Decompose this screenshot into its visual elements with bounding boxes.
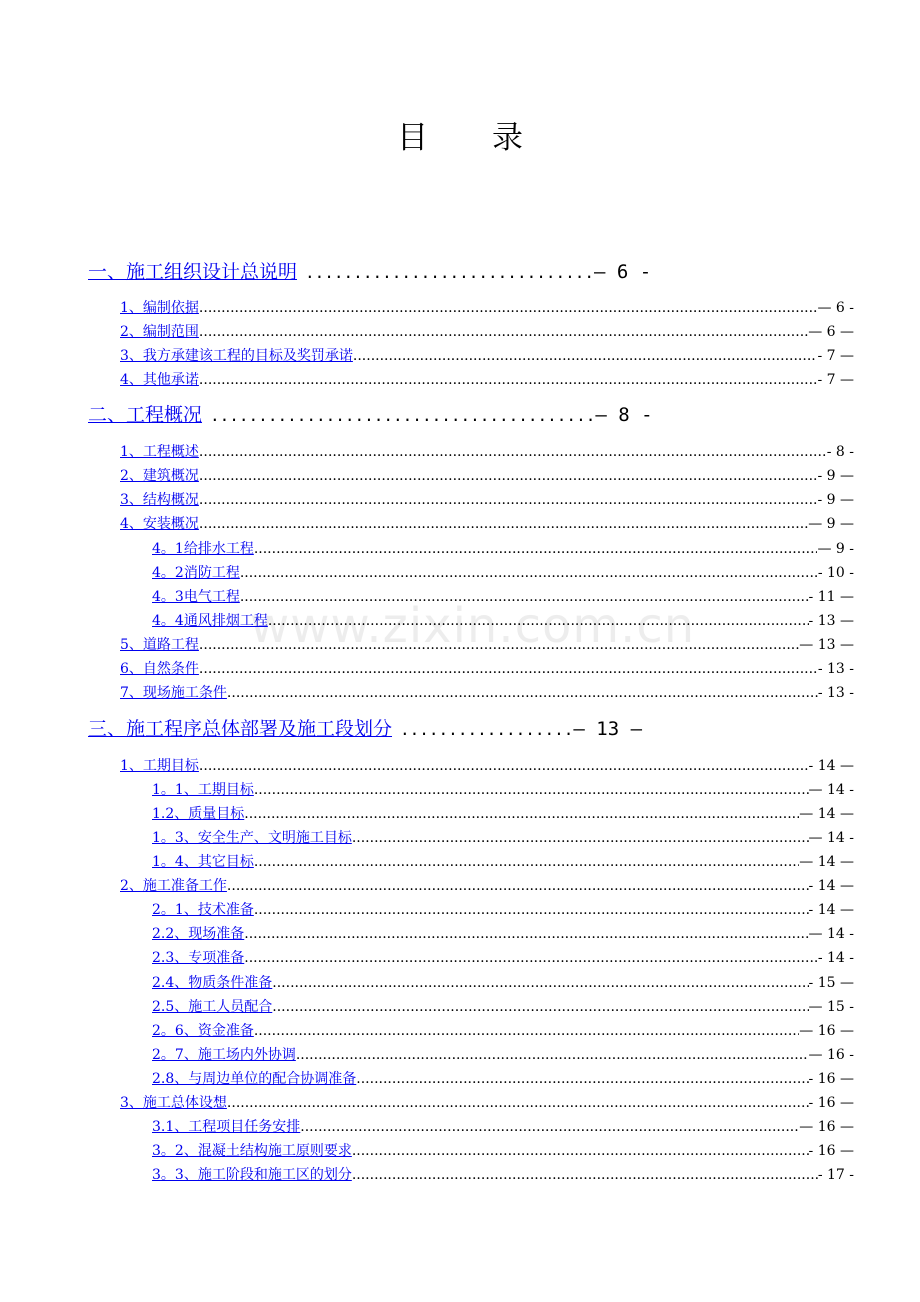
toc-entry-link[interactable]: 4。2消防工程 <box>152 565 240 581</box>
toc-entry-link[interactable]: 1。1、工期目标 <box>152 782 254 798</box>
toc-leader-dots <box>353 348 818 364</box>
toc-entry-link[interactable]: 2。1、技术准备 <box>152 902 254 918</box>
toc-page-number: - 13 - <box>817 685 854 701</box>
toc-entry-link[interactable]: 3、结构概况 <box>120 492 199 508</box>
toc-page-number: — 14 — <box>799 806 854 822</box>
toc-entry[interactable] <box>120 441 854 461</box>
toc-entry[interactable] <box>152 947 854 967</box>
toc-entry-link[interactable]: 2。7、施工场内外协调 <box>152 1047 296 1063</box>
toc-leader-dots <box>300 1119 799 1135</box>
toc-page-number: — 16 — <box>799 1119 854 1135</box>
toc-leader-dots <box>254 854 799 870</box>
title-char-left: 目 <box>397 120 428 156</box>
toc-leader-dots <box>199 444 827 460</box>
toc-entry[interactable] <box>120 513 854 533</box>
toc-leader-dots <box>296 1047 809 1063</box>
toc-section-heading[interactable] <box>88 714 642 741</box>
toc-leader-dots <box>227 878 809 894</box>
toc-entry[interactable] <box>120 321 854 341</box>
toc-entry[interactable] <box>120 369 854 389</box>
toc-leader-dots <box>199 468 818 484</box>
toc-entry-link[interactable]: 4。3电气工程 <box>152 589 240 605</box>
toc-page-number: — 16 - <box>808 1047 854 1063</box>
toc-leader-dots <box>272 999 808 1015</box>
toc-entry[interactable] <box>152 827 854 847</box>
toc-page-number: - 16 — <box>808 1143 854 1159</box>
toc-page-number: - 9 — <box>817 468 854 484</box>
toc-entry[interactable] <box>152 803 854 823</box>
page-title <box>0 112 920 157</box>
toc-section-heading[interactable] <box>88 400 653 427</box>
toc-page-number: — 15 - <box>808 999 854 1015</box>
toc-entry-link[interactable]: 3、我方承建该工程的目标及奖罚承诺 <box>120 348 353 364</box>
toc-entry[interactable] <box>152 1044 854 1064</box>
toc-leader-dots <box>240 565 818 581</box>
toc-leader-dots <box>254 782 809 798</box>
toc-entry-link[interactable]: 2、建筑概况 <box>120 468 199 484</box>
toc-leader-dots <box>199 758 809 774</box>
toc-entry[interactable] <box>120 1092 854 1112</box>
toc-leader-dots <box>244 926 808 942</box>
toc-entry-link[interactable]: 1。3、安全生产、文明施工目标 <box>152 830 352 846</box>
toc-page-number: - 14 — <box>808 878 854 894</box>
toc-entry-link[interactable]: 4、其他承诺 <box>120 372 199 388</box>
toc-entry-link[interactable]: 3.1、工程项目任务安排 <box>152 1119 301 1135</box>
toc-leader-dots <box>199 492 818 508</box>
toc-entry[interactable] <box>152 586 854 606</box>
toc-entry-link[interactable]: 1、工期目标 <box>120 758 199 774</box>
toc-page-number: - 15 — <box>808 975 854 991</box>
toc-entry-link[interactable]: 2。6、资金准备 <box>152 1023 254 1039</box>
toc-page-number: - 13 - <box>817 661 854 677</box>
toc-entry[interactable] <box>152 562 854 582</box>
toc-entry-link[interactable]: 4。1给排水工程 <box>152 541 254 557</box>
toc-page-number: — 13 — <box>573 718 643 740</box>
toc-entry-link[interactable]: 3。3、施工阶段和施工区的划分 <box>152 1167 352 1183</box>
toc-page-number: — 14 — <box>799 854 854 870</box>
toc-entry-link[interactable]: 2.4、物质条件准备 <box>152 975 273 991</box>
toc-page-number: - 7 — <box>817 348 854 364</box>
toc-page-number: — 9 — <box>808 516 854 532</box>
toc-leader-dots <box>356 1071 808 1087</box>
toc-leader-dots <box>254 1023 799 1039</box>
toc-leader-dots: .............................. <box>305 263 594 282</box>
toc-page-number: - 11 — <box>808 589 854 605</box>
toc-leader-dots <box>199 324 808 340</box>
toc-leader-dots <box>227 685 818 701</box>
toc-leader-dots <box>199 372 818 388</box>
toc-leader-dots <box>352 1167 818 1183</box>
toc-entry-link[interactable]: 2.2、现场准备 <box>152 926 245 942</box>
toc-entry[interactable] <box>152 1140 854 1160</box>
toc-page-number: — 16 — <box>799 1023 854 1039</box>
toc-section-link[interactable]: 二、工程概况 <box>88 404 203 426</box>
toc-entry-link[interactable]: 1.2、质量目标 <box>152 806 245 822</box>
toc-entry-link[interactable]: 4。4通风排烟工程 <box>152 613 268 629</box>
toc-entry-link[interactable]: 1、编制依据 <box>120 300 199 316</box>
toc-page-number: - 16 — <box>808 1071 854 1087</box>
toc-leader-dots <box>199 637 799 653</box>
title-char-right: 录 <box>492 120 523 156</box>
toc-page-number: — 8 - <box>595 404 653 426</box>
toc-entry-link[interactable]: 3、施工总体设想 <box>120 1095 227 1111</box>
toc-entry[interactable] <box>120 345 854 365</box>
toc-leader-dots <box>268 613 809 629</box>
toc-entry[interactable] <box>152 996 854 1016</box>
toc-section-link[interactable]: 一、施工组织设计总说明 <box>88 261 298 283</box>
toc-entry[interactable] <box>152 1020 854 1040</box>
toc-entry-link[interactable]: 2.5、施工人员配合 <box>152 999 273 1015</box>
toc-leader-dots <box>199 516 808 532</box>
toc-page-number: - 14 — <box>808 902 854 918</box>
toc-page-number: — 13 — <box>799 637 854 653</box>
toc-page-number: - 7 — <box>817 372 854 388</box>
toc-page-number: — 14 - <box>808 926 854 942</box>
toc-entry[interactable] <box>152 1116 854 1136</box>
toc-page-number: - 17 - <box>817 1167 854 1183</box>
toc-entry[interactable] <box>120 682 854 702</box>
toc-entry-link[interactable]: 1。4、其它目标 <box>152 854 254 870</box>
toc-page-number: — 6 — <box>808 324 854 340</box>
toc-entry[interactable] <box>152 779 854 799</box>
toc-entry-link[interactable]: 6、自然条件 <box>120 661 199 677</box>
toc-leader-dots <box>272 975 808 991</box>
toc-entry[interactable] <box>152 538 854 558</box>
toc-leader-dots <box>244 806 799 822</box>
toc-entry[interactable] <box>152 923 854 943</box>
toc-entry-link[interactable]: 2、施工准备工作 <box>120 878 227 894</box>
toc-leader-dots: ........................................ <box>210 406 596 425</box>
toc-entry[interactable] <box>152 972 854 992</box>
toc-entry-link[interactable]: 2、编制范围 <box>120 324 199 340</box>
toc-entry[interactable] <box>120 875 854 895</box>
toc-page-number: - 8 - <box>826 444 854 460</box>
toc-leader-dots <box>254 541 818 557</box>
toc-entry-link[interactable]: 1、工程概述 <box>120 444 199 460</box>
toc-section-link[interactable]: 三、施工程序总体部署及施工段划分 <box>88 718 393 740</box>
toc-page-number: - 14 - <box>817 950 854 966</box>
toc-page-number: — 6 - <box>594 261 652 283</box>
toc-entry-link[interactable]: 3。2、混凝土结构施工原则要求 <box>152 1143 352 1159</box>
toc-page-number: - 16 — <box>808 1095 854 1111</box>
toc-leader-dots <box>254 902 809 918</box>
toc-entry[interactable] <box>120 297 854 317</box>
toc-entry[interactable] <box>120 755 854 775</box>
watermark: www.zixin.com.cn <box>250 598 696 654</box>
toc-page-number: — 14 - <box>808 782 854 798</box>
toc-leader-dots <box>227 1095 809 1111</box>
toc-leader-dots <box>352 1143 809 1159</box>
toc-page-number: — 9 - <box>817 541 854 557</box>
toc-entry[interactable] <box>120 465 854 485</box>
toc-page-number: - 9 — <box>817 492 854 508</box>
toc-entry[interactable] <box>152 610 854 630</box>
toc-section-heading[interactable] <box>88 257 651 284</box>
toc-leader-dots <box>240 589 809 605</box>
toc-entry[interactable] <box>120 634 854 654</box>
toc-entry[interactable] <box>152 851 854 871</box>
toc-leader-dots <box>199 661 818 677</box>
toc-entry-link[interactable]: 2.3、专项准备 <box>152 950 245 966</box>
toc-entry[interactable] <box>152 1068 854 1088</box>
toc-entry[interactable] <box>152 1164 854 1184</box>
toc-leader-dots <box>352 830 809 846</box>
toc-page-number: - 10 - <box>817 565 854 581</box>
toc-entry[interactable] <box>120 489 854 509</box>
toc-entry-link[interactable]: 2.8、与周边单位的配合协调准备 <box>152 1071 357 1087</box>
toc-page-number: - 14 — <box>808 758 854 774</box>
toc-leader-dots: .................. <box>400 720 574 739</box>
toc-leader-dots <box>199 300 818 316</box>
toc-page-number: — 14 - <box>808 830 854 846</box>
toc-page-number: - 13 — <box>808 613 854 629</box>
toc-entry[interactable] <box>120 658 854 678</box>
toc-entry-link[interactable]: 4、安装概况 <box>120 516 199 532</box>
toc-entry[interactable] <box>152 899 854 919</box>
toc-page-number: — 6 - <box>817 300 854 316</box>
toc-leader-dots <box>244 950 818 966</box>
toc-entry-link[interactable]: 5、道路工程 <box>120 637 199 653</box>
toc-entry-link[interactable]: 7、现场施工条件 <box>120 685 227 701</box>
